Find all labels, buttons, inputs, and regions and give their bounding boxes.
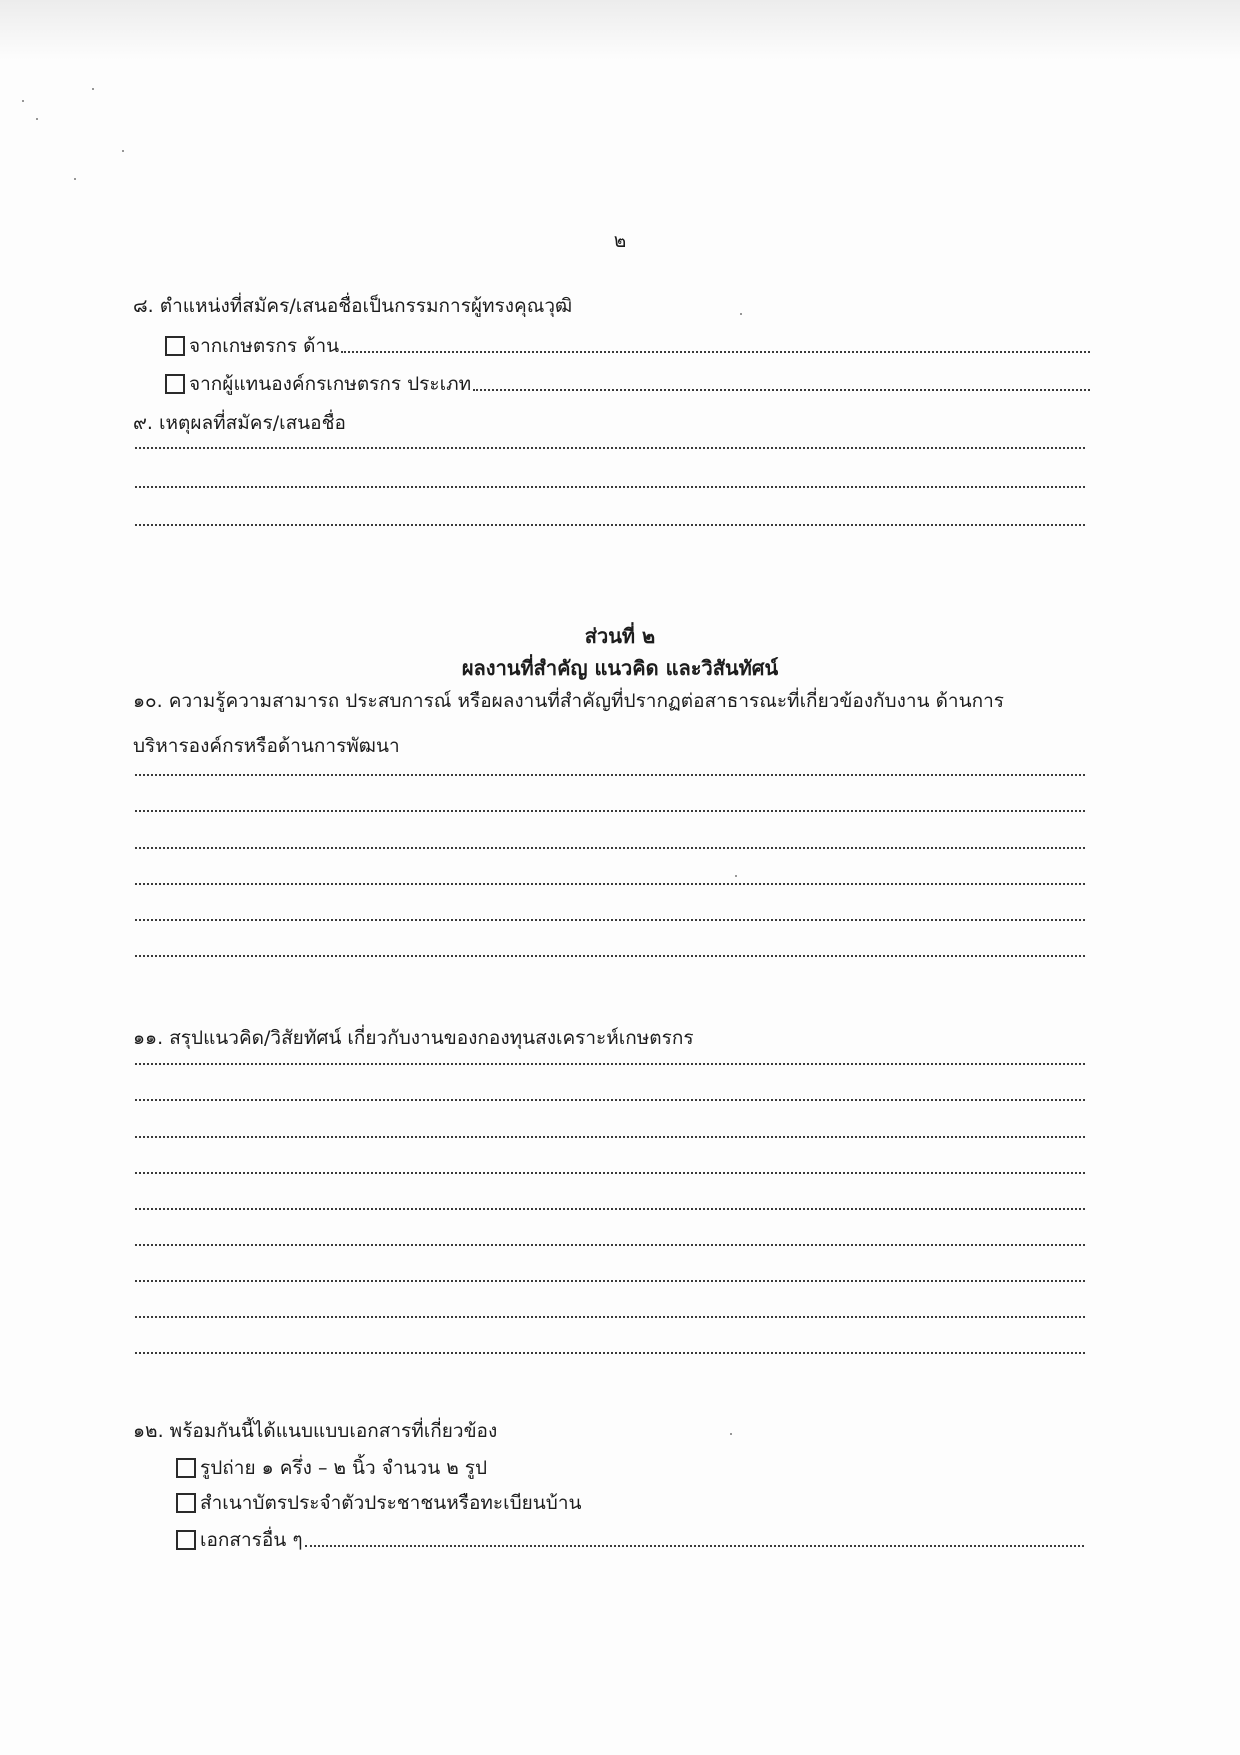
attachment-id-card bbox=[176, 1490, 581, 1516]
checkbox[interactable] bbox=[165, 336, 185, 356]
answer-line[interactable] bbox=[135, 845, 1085, 849]
option-label: จากเกษตรกร ด้าน bbox=[189, 335, 340, 357]
answer-line[interactable] bbox=[135, 445, 1085, 449]
section-12-title: ๑๒. พร้อมกันนี้ได้แนบแบบเอกสารที่เกี่ยวข้อง bbox=[133, 1420, 498, 1442]
checkbox[interactable] bbox=[176, 1458, 196, 1478]
scan-speck bbox=[92, 88, 94, 90]
fill-line[interactable] bbox=[341, 345, 1090, 353]
part-2-subtitle: ผลงานที่สำคัญ แนวคิด และวิสันทัศน์ bbox=[461, 656, 779, 680]
answer-line[interactable] bbox=[135, 1061, 1085, 1065]
attachment-label: สำเนาบัตรประจำตัวประชาชนหรือทะเบียนบ้าน bbox=[200, 1492, 582, 1514]
part-2-title: ส่วนที่ ๒ bbox=[584, 624, 656, 648]
scan-speck bbox=[122, 150, 124, 152]
answer-line[interactable] bbox=[135, 772, 1085, 776]
scan-shadow bbox=[0, 0, 1240, 60]
section-8-option-organization bbox=[165, 371, 1090, 397]
answer-line[interactable] bbox=[135, 917, 1085, 921]
attachment-other bbox=[176, 1527, 1084, 1553]
answer-line[interactable] bbox=[135, 1350, 1085, 1354]
fill-line[interactable] bbox=[305, 1539, 1084, 1547]
answer-line[interactable] bbox=[135, 1314, 1085, 1318]
answer-line[interactable] bbox=[135, 1097, 1085, 1101]
section-11-title: ๑๑. สรุปแนวคิด/วิสัยทัศน์ เกี่ยวกับงานของกองทุนสงเคราะห์เกษตรกร bbox=[133, 1027, 694, 1049]
attachment-photo bbox=[176, 1455, 487, 1481]
answer-line[interactable] bbox=[135, 1278, 1085, 1282]
scan-speck bbox=[740, 313, 742, 315]
section-8-option-farmer bbox=[165, 333, 1090, 359]
scan-speck bbox=[22, 100, 24, 102]
section-10-title: ๑๐. ความรู้ความสามารถ ประสบการณ์ หรือผลงานที่สำคัญที่ปรากฏต่อสาธารณะที่เกี่ยวข้องกับงาน ด้านการ bbox=[133, 690, 1004, 712]
answer-line[interactable] bbox=[135, 522, 1085, 526]
answer-line[interactable] bbox=[135, 1206, 1085, 1210]
attachment-label: เอกสารอื่น ๆ bbox=[200, 1529, 303, 1551]
answer-line[interactable] bbox=[135, 484, 1085, 488]
checkbox[interactable] bbox=[176, 1493, 196, 1513]
scan-speck bbox=[74, 178, 76, 180]
fill-line[interactable] bbox=[473, 383, 1090, 391]
section-9-title: ๙. เหตุผลที่สมัคร/เสนอชื่อ bbox=[133, 412, 346, 434]
answer-line[interactable] bbox=[135, 1170, 1085, 1174]
answer-line[interactable] bbox=[135, 1134, 1085, 1138]
section-8-title: ๘. ตำแหน่งที่สมัคร/เสนอชื่อเป็นกรรมการผู้ทรงคุณวุฒิ bbox=[133, 295, 573, 317]
answer-line[interactable] bbox=[135, 881, 1085, 885]
answer-line[interactable] bbox=[135, 1242, 1085, 1246]
answer-line[interactable] bbox=[135, 953, 1085, 957]
page-number: ๒ bbox=[613, 230, 627, 252]
answer-line[interactable] bbox=[135, 808, 1085, 812]
checkbox[interactable] bbox=[165, 374, 185, 394]
scan-speck bbox=[730, 1433, 732, 1435]
attachment-label: รูปถ่าย ๑ ครึ่ง – ๒ นิ้ว จำนวน ๒ รูป bbox=[200, 1457, 488, 1479]
checkbox[interactable] bbox=[176, 1530, 196, 1550]
scan-speck bbox=[735, 875, 737, 877]
scan-speck bbox=[36, 118, 38, 120]
section-10-title-continued: บริหารองค์กรหรือด้านการพัฒนา bbox=[133, 735, 400, 757]
option-label: จากผู้แทนองค์กรเกษตรกร ประเภท bbox=[189, 373, 472, 395]
